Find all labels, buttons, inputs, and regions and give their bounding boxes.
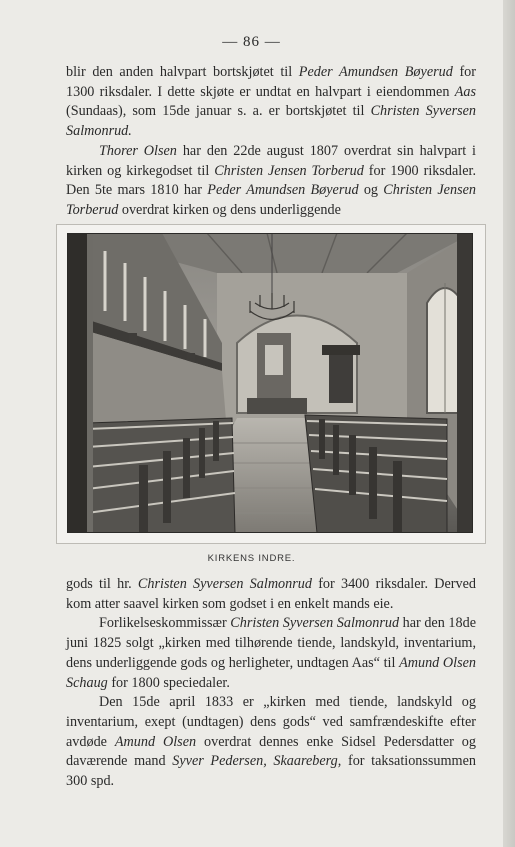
italic-name-run: Peder Amundsen Bøyerud: [298, 64, 453, 80]
text-run: Forlikelseskommissær: [99, 615, 231, 632]
italic-name-run: Christen Syversen Salmonrud: [230, 615, 400, 632]
text-run: Den 15de april 1833 er „kirken med tiende, landskyld og inventarium, exept (undtagen) dens gods“ ved samfrændeskifte efter avdøde: [66, 694, 476, 750]
text-run: for 1300 riksdaler. I dette skjøte er undtat en halvpart i eiendommen: [66, 64, 476, 100]
text-run: (Sundaas), som 15de januar s. a. er bortskjøtet til: [66, 103, 371, 120]
book-spine-edge: [503, 0, 515, 847]
italic-name-run: Aas: [454, 83, 476, 100]
text-run: for 1800 speciedaler.: [107, 674, 230, 691]
italic-name-run: Christen Syversen Salmonrud.: [66, 103, 476, 140]
paragraph: [66, 575, 476, 614]
text-run: for 1900 riksdaler. Den 5te mars 1810 har: [66, 162, 476, 199]
text-run: overdrat dennes enke Sidsel Pedersdatter og daværende mand: [66, 733, 476, 770]
paragraph: [66, 142, 476, 221]
text-run: har den 18de juni 1825 solgt „kirken med tilhørende tiende, landskyld, inventarium, dens underliggende gods og herligheter, undtagen Aas“ til: [66, 615, 476, 671]
italic-name-run: Christen Jensen Torberud: [66, 182, 476, 218]
text-run: og: [358, 182, 384, 199]
text-run: overdrat kirken og dens underliggende: [118, 201, 341, 218]
page-number: — 86 —: [222, 34, 281, 50]
text-run: for taksationssummen 300 spd.: [66, 753, 476, 790]
italic-name-run: Peder Amundsen Bøyerud: [207, 182, 359, 199]
body-text-bottom: [66, 575, 476, 792]
italic-name-run: Thorer Olsen: [99, 142, 177, 159]
paragraph: [66, 693, 476, 792]
text-run: for 3400 riksdaler. Derved kom atter saavel kirken som godset i en enkelt mands eie.: [66, 576, 476, 612]
italic-name-run: Syver Pedersen, Skaareberg,: [172, 753, 342, 770]
italic-name-run: Amund Olsen Schaug: [66, 654, 477, 691]
text-run: gods til hr.: [66, 576, 138, 592]
figure-caption: KIRKENS INDRE.: [207, 553, 296, 564]
figure: [56, 224, 486, 544]
paragraph: [66, 614, 476, 693]
body-text-top: [66, 63, 476, 221]
text-run: blir den anden halvpart bortskjøtet til: [66, 64, 299, 80]
church-interior-illustration: [67, 233, 473, 533]
italic-name-run: Amund Olsen: [114, 733, 197, 750]
italic-name-run: Christen Syversen Salmonrud: [137, 576, 312, 592]
text-run: har den 22de august 1807 overdrat sin halvpart i kirken og kirkegodset til: [66, 142, 476, 179]
church-interior-photo: [67, 233, 473, 533]
paragraph: [66, 63, 476, 142]
italic-name-run: Christen Jensen Torberud: [214, 162, 364, 179]
